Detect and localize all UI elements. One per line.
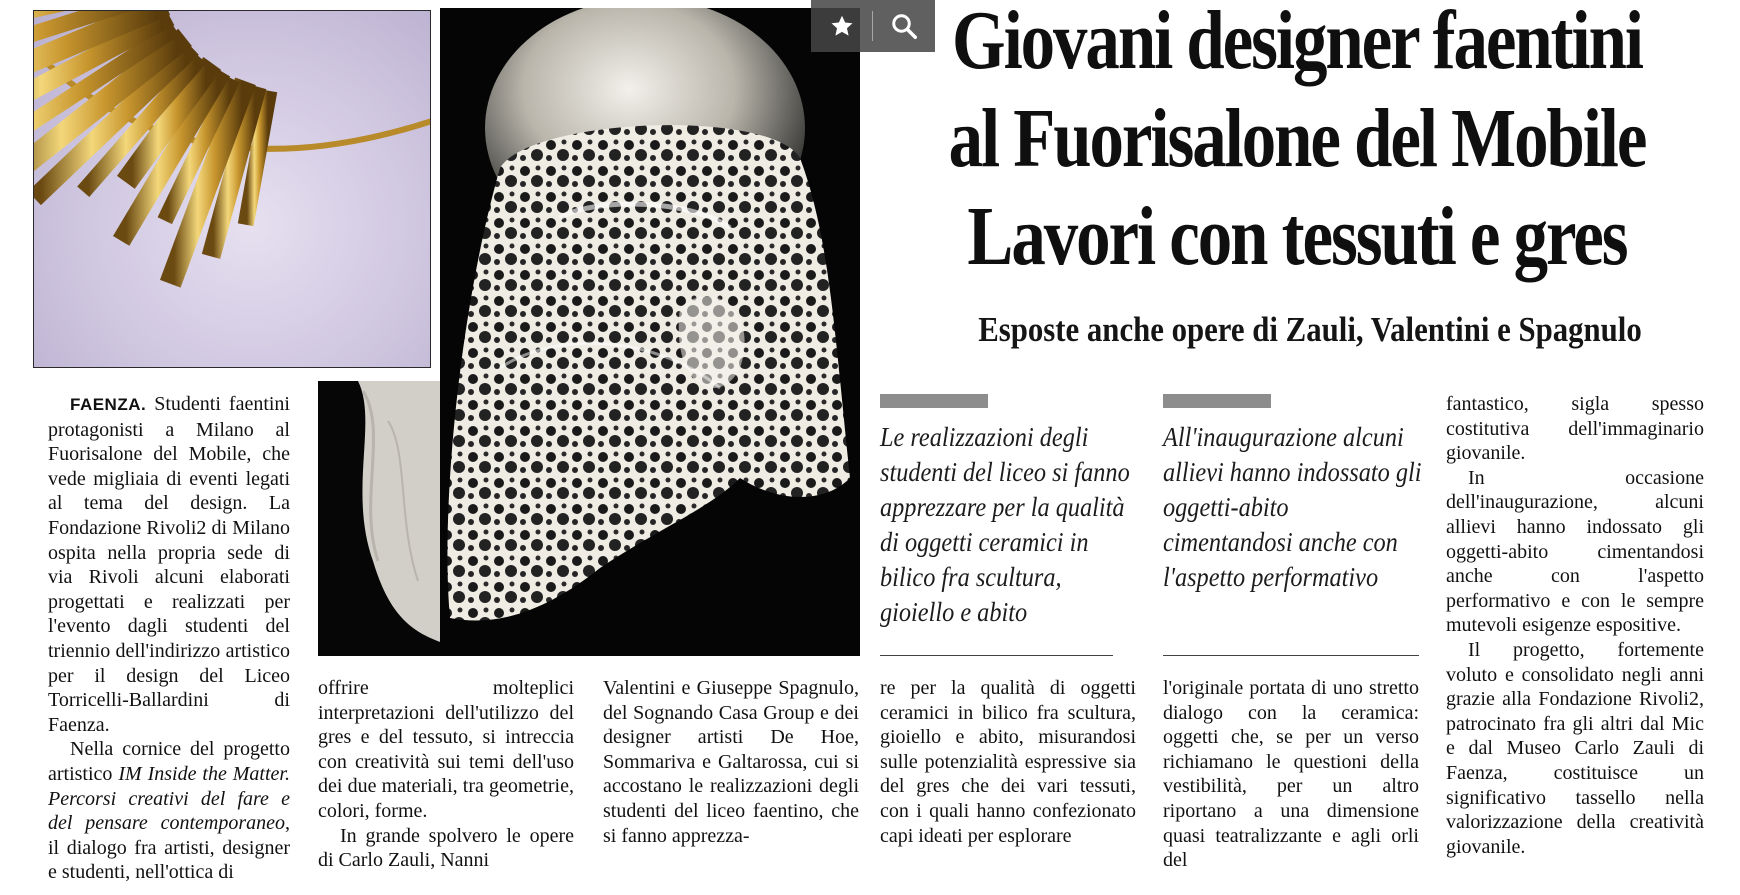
lace-bust-photo	[440, 8, 860, 656]
column-4-paragraph: re per la qualità di oggetti ceramici in bilico fra scultura, gioiello e abito, misurandosi sulle potenzialità espressive sia del gres che dei vari tessuti, con i quali hanno confezionato capi ideati per esplorare	[880, 677, 1136, 847]
article-column-1	[48, 392, 290, 885]
image-toolbar	[811, 0, 935, 52]
pull-quote-1: Le realizzazioni degli studenti del liceo si fanno apprezzare per la qualità di oggetti ceramici in bilico fra scultura, gioiello e abito	[880, 422, 1130, 627]
article-column-6	[1446, 392, 1704, 859]
project-title: IM Inside the Matter. Percorsi creativi del fare e del pensare contemporaneo	[48, 762, 290, 835]
column-6-paragraph-1: fantastico, sigla spesso costitutiva dell'immaginario giovanile.	[1446, 393, 1704, 465]
article-headline	[940, 0, 1653, 286]
column-1-text: Nella cornice del progetto artistico	[48, 738, 290, 785]
article-column-3	[603, 676, 859, 848]
column-1-paragraph-2	[48, 737, 290, 885]
favorite-button[interactable]	[811, 0, 872, 52]
column-3-paragraph: Valentini e Giuseppe Spagnulo, del Sognando Casa Group e dei designer artisti De Hoe, Sommariva e Galtarossa, cui si accostano le realizzazioni degli studenti del liceo faentino, che si fanno apprezza-	[603, 677, 859, 847]
pull-quote-rule	[1163, 655, 1419, 656]
bust-photo-extension	[318, 381, 443, 656]
pull-quote-bar	[880, 394, 988, 408]
article-column-5	[1163, 676, 1419, 873]
headline-line-3: Lavori con tessuti e gres	[967, 190, 1627, 283]
column-2-paragraph-1: offrire molteplici interpretazioni dell'utilizzo del gres e del tessuto, si intreccia con creatività sui temi dell'uso dei due materiali, tra geometrie, colori, forme.	[318, 677, 574, 822]
article-column-2	[318, 676, 574, 873]
column-6-paragraph-2: In occasione dell'inaugurazione, alcuni allievi hanno indossato gli oggetti-abito cimentandosi anche con l'aspetto performativo e con le sempre mutevoli esigenze espositive.	[1446, 466, 1704, 637]
search-icon	[889, 11, 919, 41]
column-6-paragraph-3: Il progetto, fortemente voluto e consolidato negli anni grazie alla Fondazione Rivoli2, patrocinato fra gli altri dal Mic e dal Museo Carlo Zauli di Faenza, costituisce un significativo tassello nella valorizzazione della creatività giovanile.	[1446, 638, 1704, 858]
pull-quote-bar	[1163, 394, 1271, 408]
necklace-photo	[33, 10, 431, 368]
lace-bust-illustration	[440, 8, 860, 656]
pull-quote-2: All'inaugurazione alcuni allievi hanno indossato gli oggetti-abito cimentandosi anche con l'aspetto performativo	[1163, 422, 1422, 592]
headline-line-2: al Fuorisalone del Mobile	[948, 92, 1646, 185]
star-icon	[829, 13, 855, 39]
article-dateline: FAENZA.	[70, 395, 147, 414]
article-column-4	[880, 676, 1136, 848]
headline-line-1: Giovani designer faentini	[952, 0, 1642, 87]
search-button[interactable]	[873, 0, 934, 52]
article-subheadline: Esposte anche opere di Zauli, Valentini e Spagnulo	[978, 310, 1642, 349]
pull-quote-rule	[880, 655, 1113, 656]
column-1-text: , il dialogo fra artisti, designer e studenti, nell'ottica di	[48, 812, 290, 884]
column-1-paragraph-1: Studenti faentini protagonisti a Milano al Fuorisalone del Mobile, che vede migliaia di eventi legati al tema del design. La Fondazione Rivoli2 di Milano ospita nella propria sede di via Rivoli alcuni elaborati progettati e realizzati per l'evento dagli studenti del triennio dell'indirizzo artistico per il design del Liceo Torricelli-Ballardini di Faenza.	[48, 393, 290, 736]
necklace-illustration	[34, 11, 431, 368]
column-5-paragraph: l'originale portata di uno stretto dialogo con la ceramica: oggetti che, se per un verso richiamano le questioni della vestibilità, per un altro riportano a una dimensione quasi teatralizzante e agli orli del	[1163, 677, 1419, 872]
column-2-paragraph-2: In grande spolvero le opere di Carlo Zauli, Nanni	[318, 824, 574, 872]
